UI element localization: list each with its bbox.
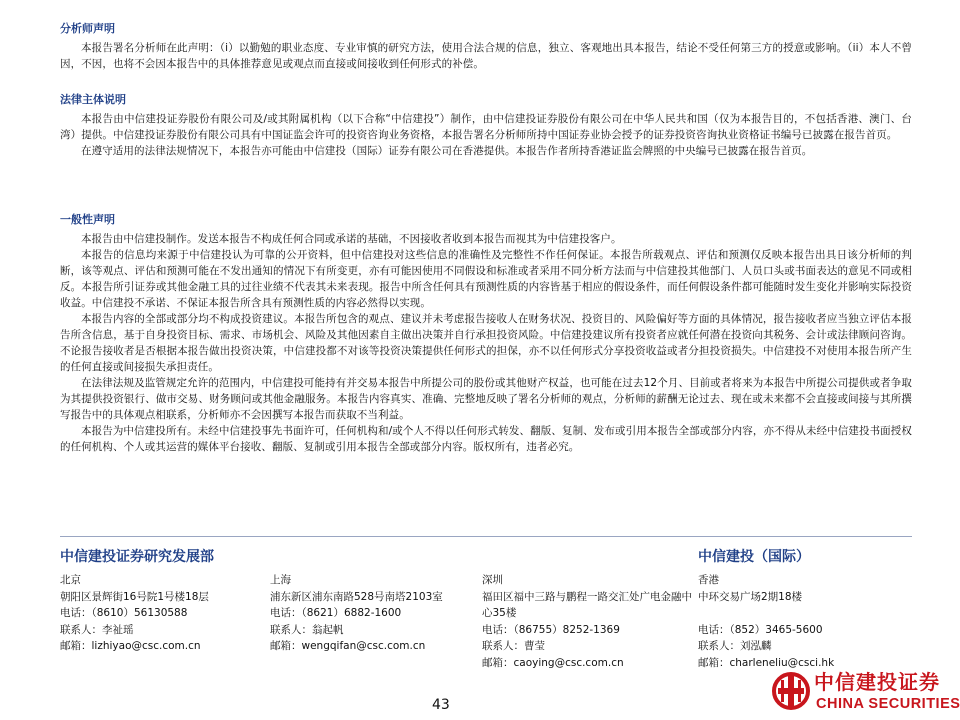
citic-emblem-icon bbox=[770, 668, 812, 714]
office-beijing bbox=[60, 572, 260, 655]
office-contact: 联系人：李祉瑶 bbox=[60, 623, 134, 636]
general-statement-paragraph: 本报告由中信建投制作。发送本报告不构成任何合同或承诺的基础，不因接收者收到本报告而视其为中信建投客户。 bbox=[81, 233, 622, 245]
office-phone: 电话：（852）3465-5600 bbox=[698, 623, 823, 636]
international-title: 中信建投（国际） bbox=[698, 549, 810, 565]
office-address: 朝阳区景辉街16号院1号楼18层 bbox=[60, 590, 209, 603]
logo-name-cn: 中信建投证券 bbox=[814, 670, 940, 694]
office-phone: 电话：（86755）8252-1369 bbox=[482, 623, 620, 636]
analyst-statement-paragraph: 本报告署名分析师在此声明：（i）以勤勉的职业态度、专业审慎的研究方法，使用合法合规的信息，独立、客观地出具本报告，结论不受任何第三方的授意或影响。（ii）本人不曾因，不因，也将不会因本报告中的具体推荐意见或观点而直接或间接收到任何形式的补偿。 bbox=[60, 42, 912, 70]
legal-entity-paragraph: 在遵守适用的法律法规情况下，本报告亦可能由中信建投（国际）证券有限公司在香港提供。本报告作者所持香港证监会牌照的中央编号已披露在报告首页。 bbox=[81, 145, 813, 157]
office-email[interactable]: 邮箱：lizhiyao@csc.com.cn bbox=[60, 640, 201, 652]
office-spacer bbox=[698, 605, 908, 622]
general-statement-paragraph: 本报告内容的全部或部分均不构成投资建议。本报告所包含的观点、建议并未考虑报告接收人在财务状况、投资目的、风险偏好等方面的具体情况，报告接收者应当独立评估本报告所含信息，基于自身投资目标、需求、市场机会、风险及其他因素自主做出决策并自行承担投资风险。中信建投建议所有投资者应就任何潜在投资向其税务、会计或法律顾问咨询。不论报告接收者是否根据本报告做出投资决策，中信建投都不对该等投资决策提供任何形式的担保，亦不以任何形式分享投资收益或者分担投资损失。中信建投不对使用本报告所产生的任何直接或间接损失承担责任。 bbox=[60, 313, 912, 373]
footer-divider bbox=[60, 536, 912, 537]
general-statement-title: 一般性声明 bbox=[60, 213, 115, 226]
general-statement-paragraph: 本报告为中信建投所有。未经中信建投事先书面许可，任何机构和/或个人不得以任何形式转发、翻版、复制、发布或引用本报告全部或部分内容，亦不得从未经中信建投书面授权的任何机构、个人或其运营的媒体平台接收、翻版、复制或引用本报告全部或部分内容。版权所有，违者必究。 bbox=[60, 425, 912, 453]
legal-entity-section bbox=[60, 93, 912, 159]
office-email[interactable]: 邮箱：caoying@csc.com.cn bbox=[482, 656, 624, 669]
office-contact: 联系人：刘泓麟 bbox=[698, 640, 772, 652]
logo-name-en: CHINA SECURITIES bbox=[816, 696, 960, 712]
office-phone: 电话：（8610）56130588 bbox=[60, 607, 188, 619]
office-contact: 联系人：翁起帆 bbox=[270, 623, 344, 636]
office-contact: 联系人：曹莹 bbox=[482, 640, 545, 652]
analyst-statement-section bbox=[60, 22, 912, 72]
office-email[interactable]: 邮箱：wengqifan@csc.com.cn bbox=[270, 640, 426, 652]
office-hongkong bbox=[698, 572, 908, 671]
office-city: 北京 bbox=[60, 574, 81, 586]
legal-entity-title: 法律主体说明 bbox=[60, 93, 126, 106]
legal-entity-paragraph: 本报告由中信建投证券股份有限公司及/或其附属机构（以下合称“中信建投”）制作，由中信建投证券股份有限公司在中华人民共和国（仅为本报告目的，不包括香港、澳门、台湾）提供。中信建投证券股份有限公司具有中国证监会许可的投资咨询业务资格，本报告署名分析师所持中国证券业协会授予的证券投资咨询执业资格证书编号已披露在报告首页。 bbox=[60, 113, 912, 141]
china-securities-logo bbox=[770, 668, 960, 720]
office-city: 深圳 bbox=[482, 574, 503, 586]
office-address: 浦东新区浦东南路528号南塔2103室 bbox=[270, 590, 443, 603]
office-phone: 电话：（8621）6882-1600 bbox=[270, 607, 402, 619]
office-city: 上海 bbox=[270, 574, 291, 586]
office-city: 香港 bbox=[698, 574, 719, 586]
office-shanghai bbox=[270, 572, 460, 655]
office-address: 福田区福中三路与鹏程一路交汇处广电金融中心35楼 bbox=[482, 590, 692, 619]
page-number: 43 bbox=[432, 697, 450, 713]
research-department-title: 中信建投证券研究发展部 bbox=[60, 549, 214, 565]
general-statement-paragraph: 在法律法规及监管规定允许的范围内，中信建投可能持有并交易本报告中所提公司的股份或其他财产权益，也可能在过去12个月、目前或者将来为本报告中所提公司提供或者争取为其提供投资银行、做市交易、财务顾问或其他金融服务。本报告内容真实、准确、完整地反映了署名分析师的观点，分析师的薪酬无论过去、现在或未来都不会直接或间接与其所撰写报告中的具体观点相联系，分析师亦不会因撰写本报告而获取不当利益。 bbox=[60, 377, 912, 421]
general-statement-paragraph: 本报告的信息均来源于中信建投认为可靠的公开资料，但中信建投对这些信息的准确性及完整性不作任何保证。本报告所载观点、评估和预测仅反映本报告出具日该分析师的判断，该等观点、评估和预测可能在不发出通知的情况下有所变更，亦有可能因使用不同假设和标准或者采用不同分析方法而与中信建投其他部门、人员口头或书面表达的意见不同或相反。本报告所引证券或其他金融工具的过往业绩不代表其未来表现。报告中所含任何具有预测性质的内容皆基于相应的假设条件，而任何假设条件都可能随时发生变化并影响实际投资收益。中信建投不承诺、不保证本报告所含具有预测性质的内容必然得以实现。 bbox=[60, 249, 912, 309]
office-email[interactable]: 邮箱：charleneliu@csci.hk bbox=[698, 656, 835, 669]
office-address: 中环交易广场2期18楼 bbox=[698, 590, 803, 603]
office-shenzhen bbox=[482, 572, 692, 671]
general-statement-section bbox=[60, 213, 912, 455]
analyst-statement-title: 分析师声明 bbox=[60, 22, 115, 35]
